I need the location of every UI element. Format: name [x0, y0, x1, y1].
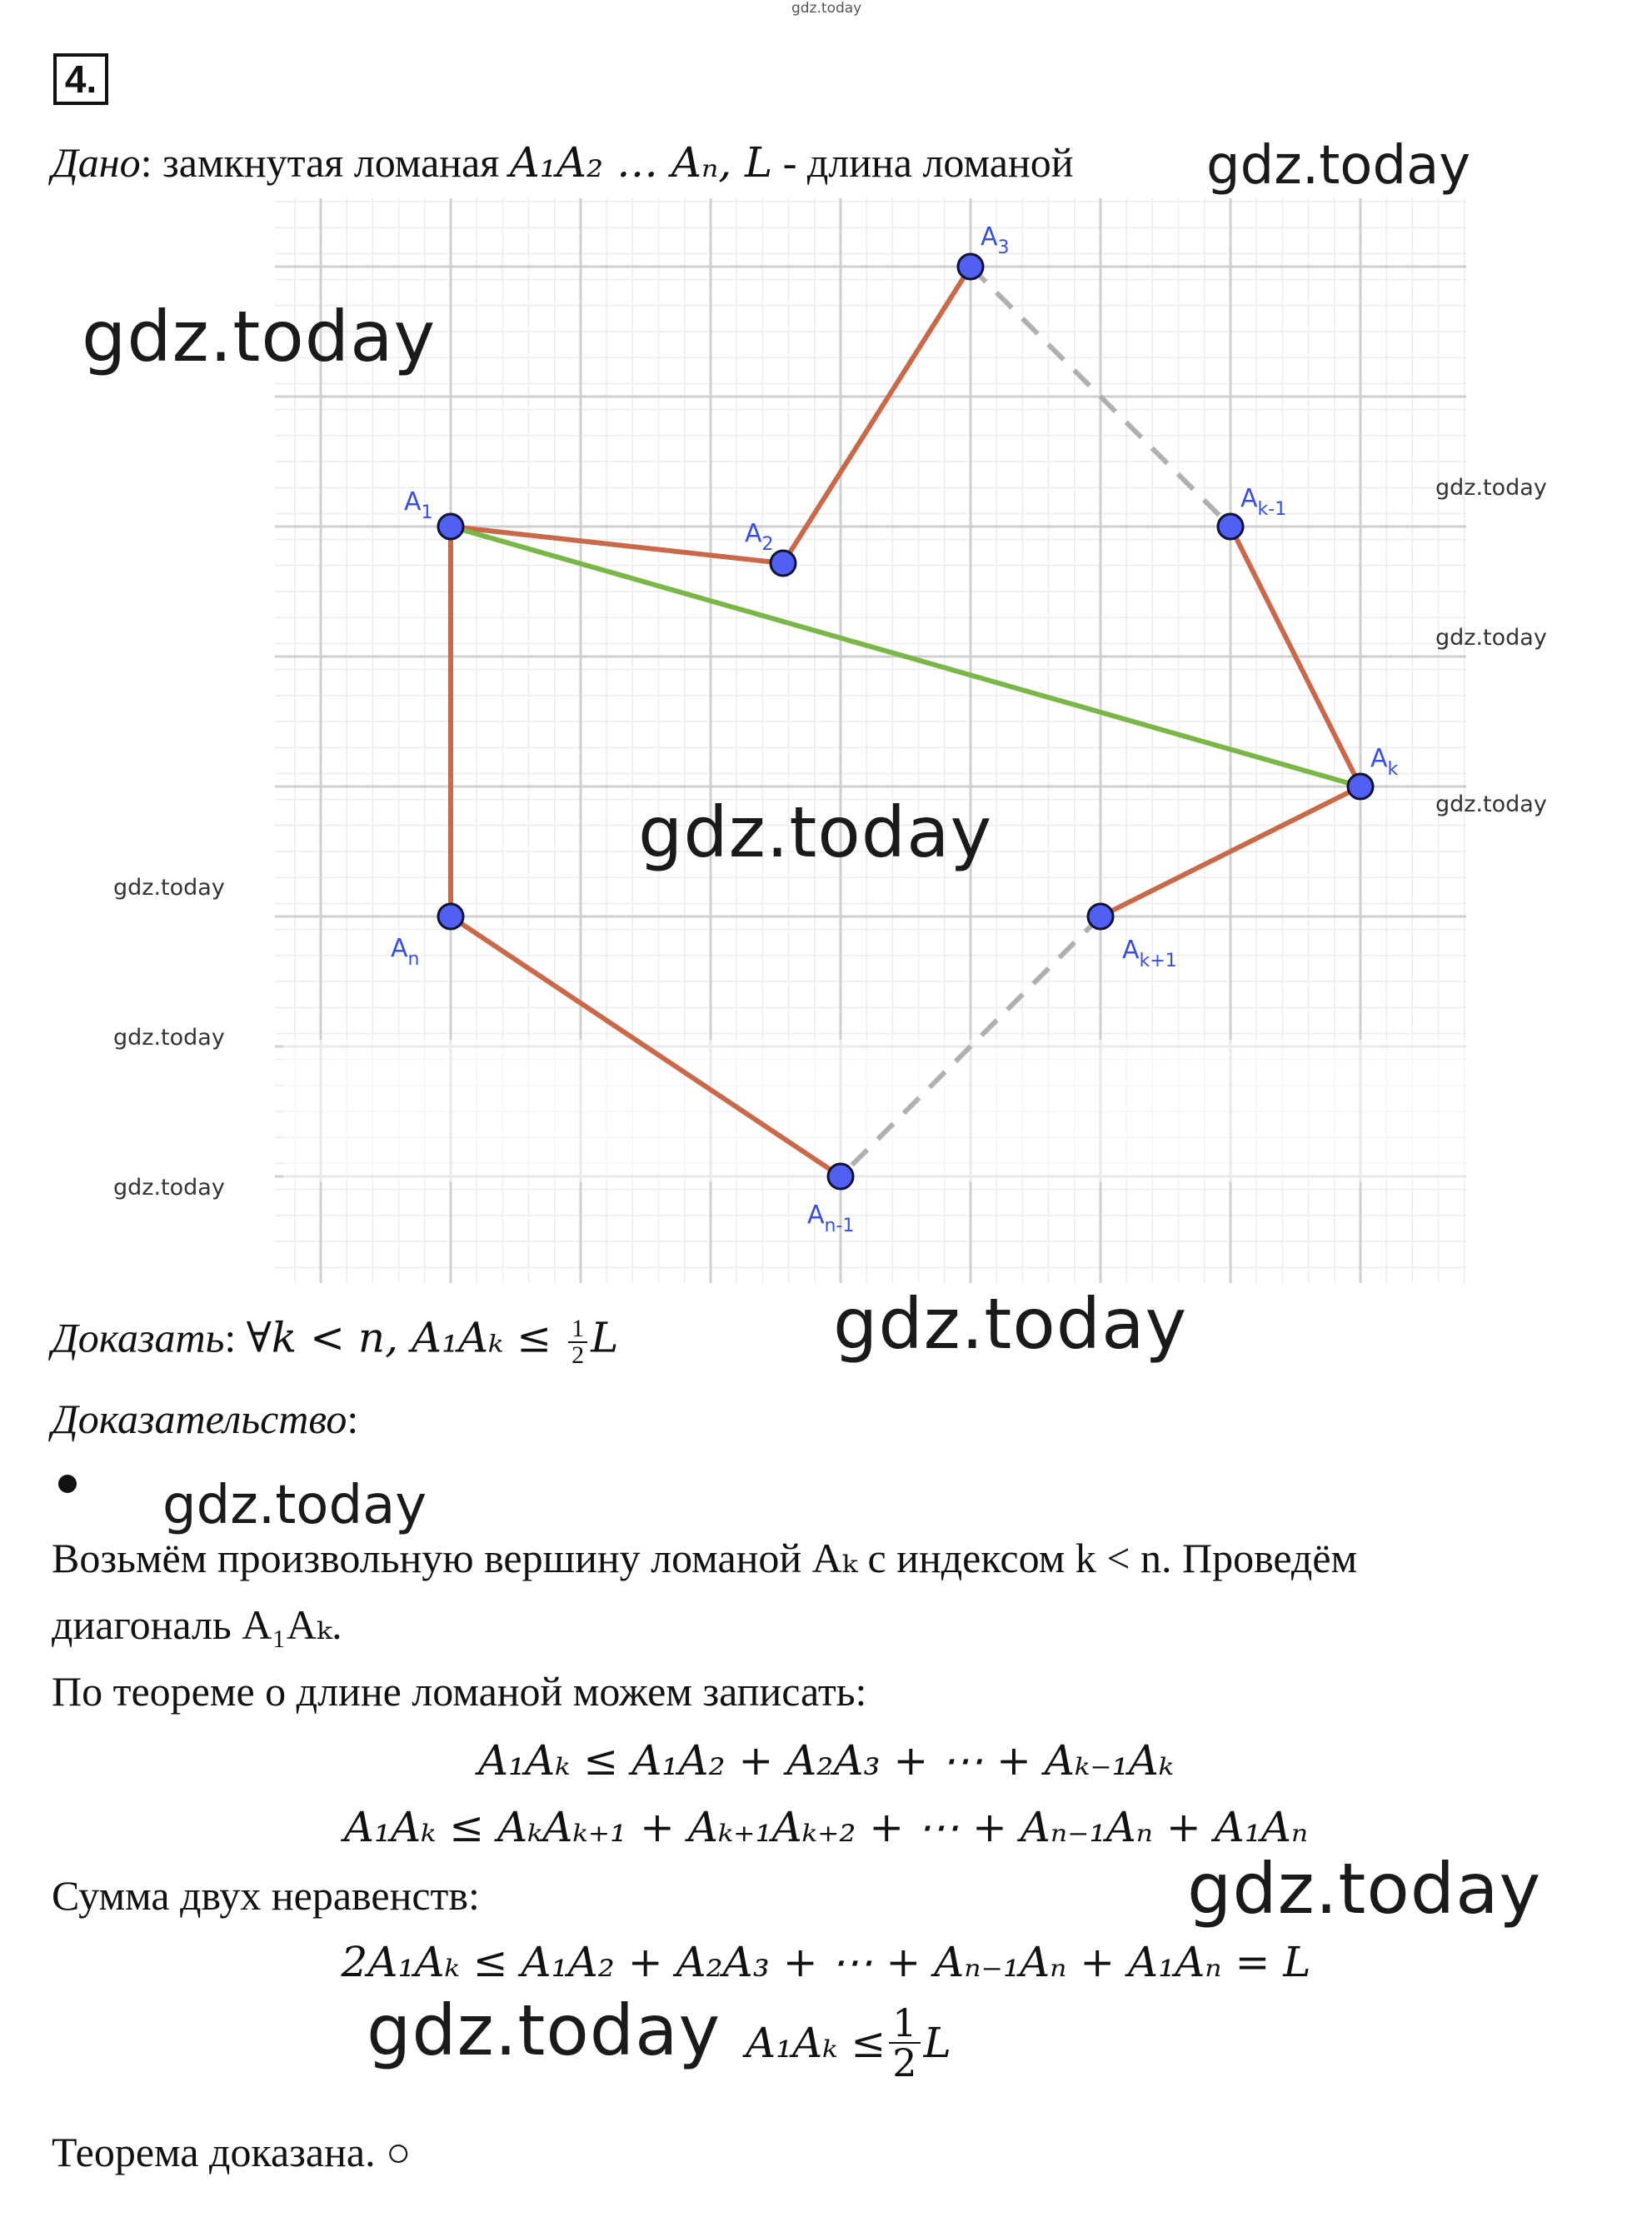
watermark-top: gdz.today [791, 0, 862, 17]
equation-2: A₁Aₖ ≤ AₖAₖ₊₁ + Aₖ₊₁Aₖ₊₂ + ⋯ + Aₙ₋₁Aₙ + A₁Aₙ [343, 1803, 1309, 1851]
point-label: $A_{k-1}$ [1240, 484, 1287, 520]
watermark: gdz.today [113, 1175, 225, 1201]
point-label: $A_3$ [981, 222, 1010, 258]
task-number: 4. [53, 53, 108, 105]
prove-formula-left: ∀k < n, A₁Aₖ ≤ [246, 1313, 566, 1362]
eq4-left: A₁Aₖ ≤ [746, 2019, 886, 2067]
fraction-denominator: 2 [892, 2040, 917, 2085]
watermark: gdz.today [1435, 625, 1547, 651]
point-a-k-1 [1218, 514, 1243, 539]
polyline-segment [783, 267, 971, 563]
proof-header [52, 1398, 358, 1440]
equation-3: 2A₁Aₖ ≤ A₁A₂ + A₂A₃ + ⋯ + Aₙ₋₁Aₙ + A₁Aₙ = L [341, 1938, 1311, 1986]
watermark: gdz.today [833, 1283, 1188, 1365]
prove-formula-right: L [591, 1313, 619, 1362]
watermark: gdz.today [638, 791, 993, 873]
given-text: : замкнутая ломаная [140, 139, 510, 186]
point-label: $A_n$ [391, 934, 420, 970]
proof-colon: : [347, 1396, 359, 1442]
point-label: $A_2$ [745, 519, 774, 555]
prove-line [52, 1313, 619, 1369]
fraction-numerator: 1 [889, 2004, 920, 2044]
proof-line-2: диагональ A₁Aₖ. [52, 1601, 342, 1648]
watermark: gdz.today [82, 296, 437, 377]
point-a-n [438, 904, 463, 929]
proof-line-1: Возьмём произвольную вершину ломаной Aₖ с индексом k < n. Проведём [52, 1535, 1358, 1581]
watermark: gdz.today [113, 875, 225, 901]
watermark: gdz.today [113, 1025, 225, 1051]
point-label: $A_{n-1}$ [807, 1201, 855, 1236]
proof-label: Доказательство [52, 1396, 347, 1442]
equation-1: A₁Aₖ ≤ A₁A₂ + A₂A₃ + ⋯ + Aₖ₋₁Aₖ [478, 1736, 1174, 1785]
given-polyline: A₁A₂ … Aₙ, L [509, 138, 773, 187]
watermark: gdz.today [1187, 1848, 1542, 1930]
prove-sep: : [224, 1314, 247, 1361]
proof-line-4: Сумма двух неравенств: [52, 1872, 480, 1919]
watermark: gdz.today [162, 1475, 427, 1536]
watermark: gdz.today [1206, 135, 1471, 197]
prove-label: Доказать [52, 1314, 225, 1361]
point-label: $A_k$ [1370, 744, 1399, 780]
fraction-denominator: 2 [571, 1341, 585, 1369]
bullet [58, 1475, 77, 1497]
point-label: $A_1$ [404, 487, 433, 523]
point-a-3 [958, 254, 983, 279]
point-a-k+1 [1088, 904, 1113, 929]
given-label: Дано [52, 139, 141, 186]
proof-line-3: По теореме о длине ломаной можем записать: [52, 1668, 867, 1715]
point-a-n-1 [828, 1164, 853, 1189]
point-a-1 [438, 514, 463, 539]
eq4-fraction [889, 2000, 920, 2085]
polyline-segment [451, 527, 783, 563]
point-a-2 [771, 551, 796, 576]
point-a-k [1348, 774, 1373, 799]
point-label: $A_{k+1}$ [1122, 936, 1177, 971]
watermark: gdz.today [1435, 791, 1547, 817]
eq4-right: L [923, 2019, 951, 2067]
watermark: gdz.today [1435, 475, 1547, 501]
fraction-numerator: 1 [568, 1316, 587, 1343]
conclusion: Теорема доказана. ○ [52, 2129, 412, 2175]
white-band [283, 1040, 1466, 1181]
watermark: gdz.today [367, 1990, 721, 2071]
prove-fraction [568, 1316, 587, 1368]
equation-4 [746, 2000, 951, 2085]
given-rest: - длина ломаной [772, 139, 1074, 186]
